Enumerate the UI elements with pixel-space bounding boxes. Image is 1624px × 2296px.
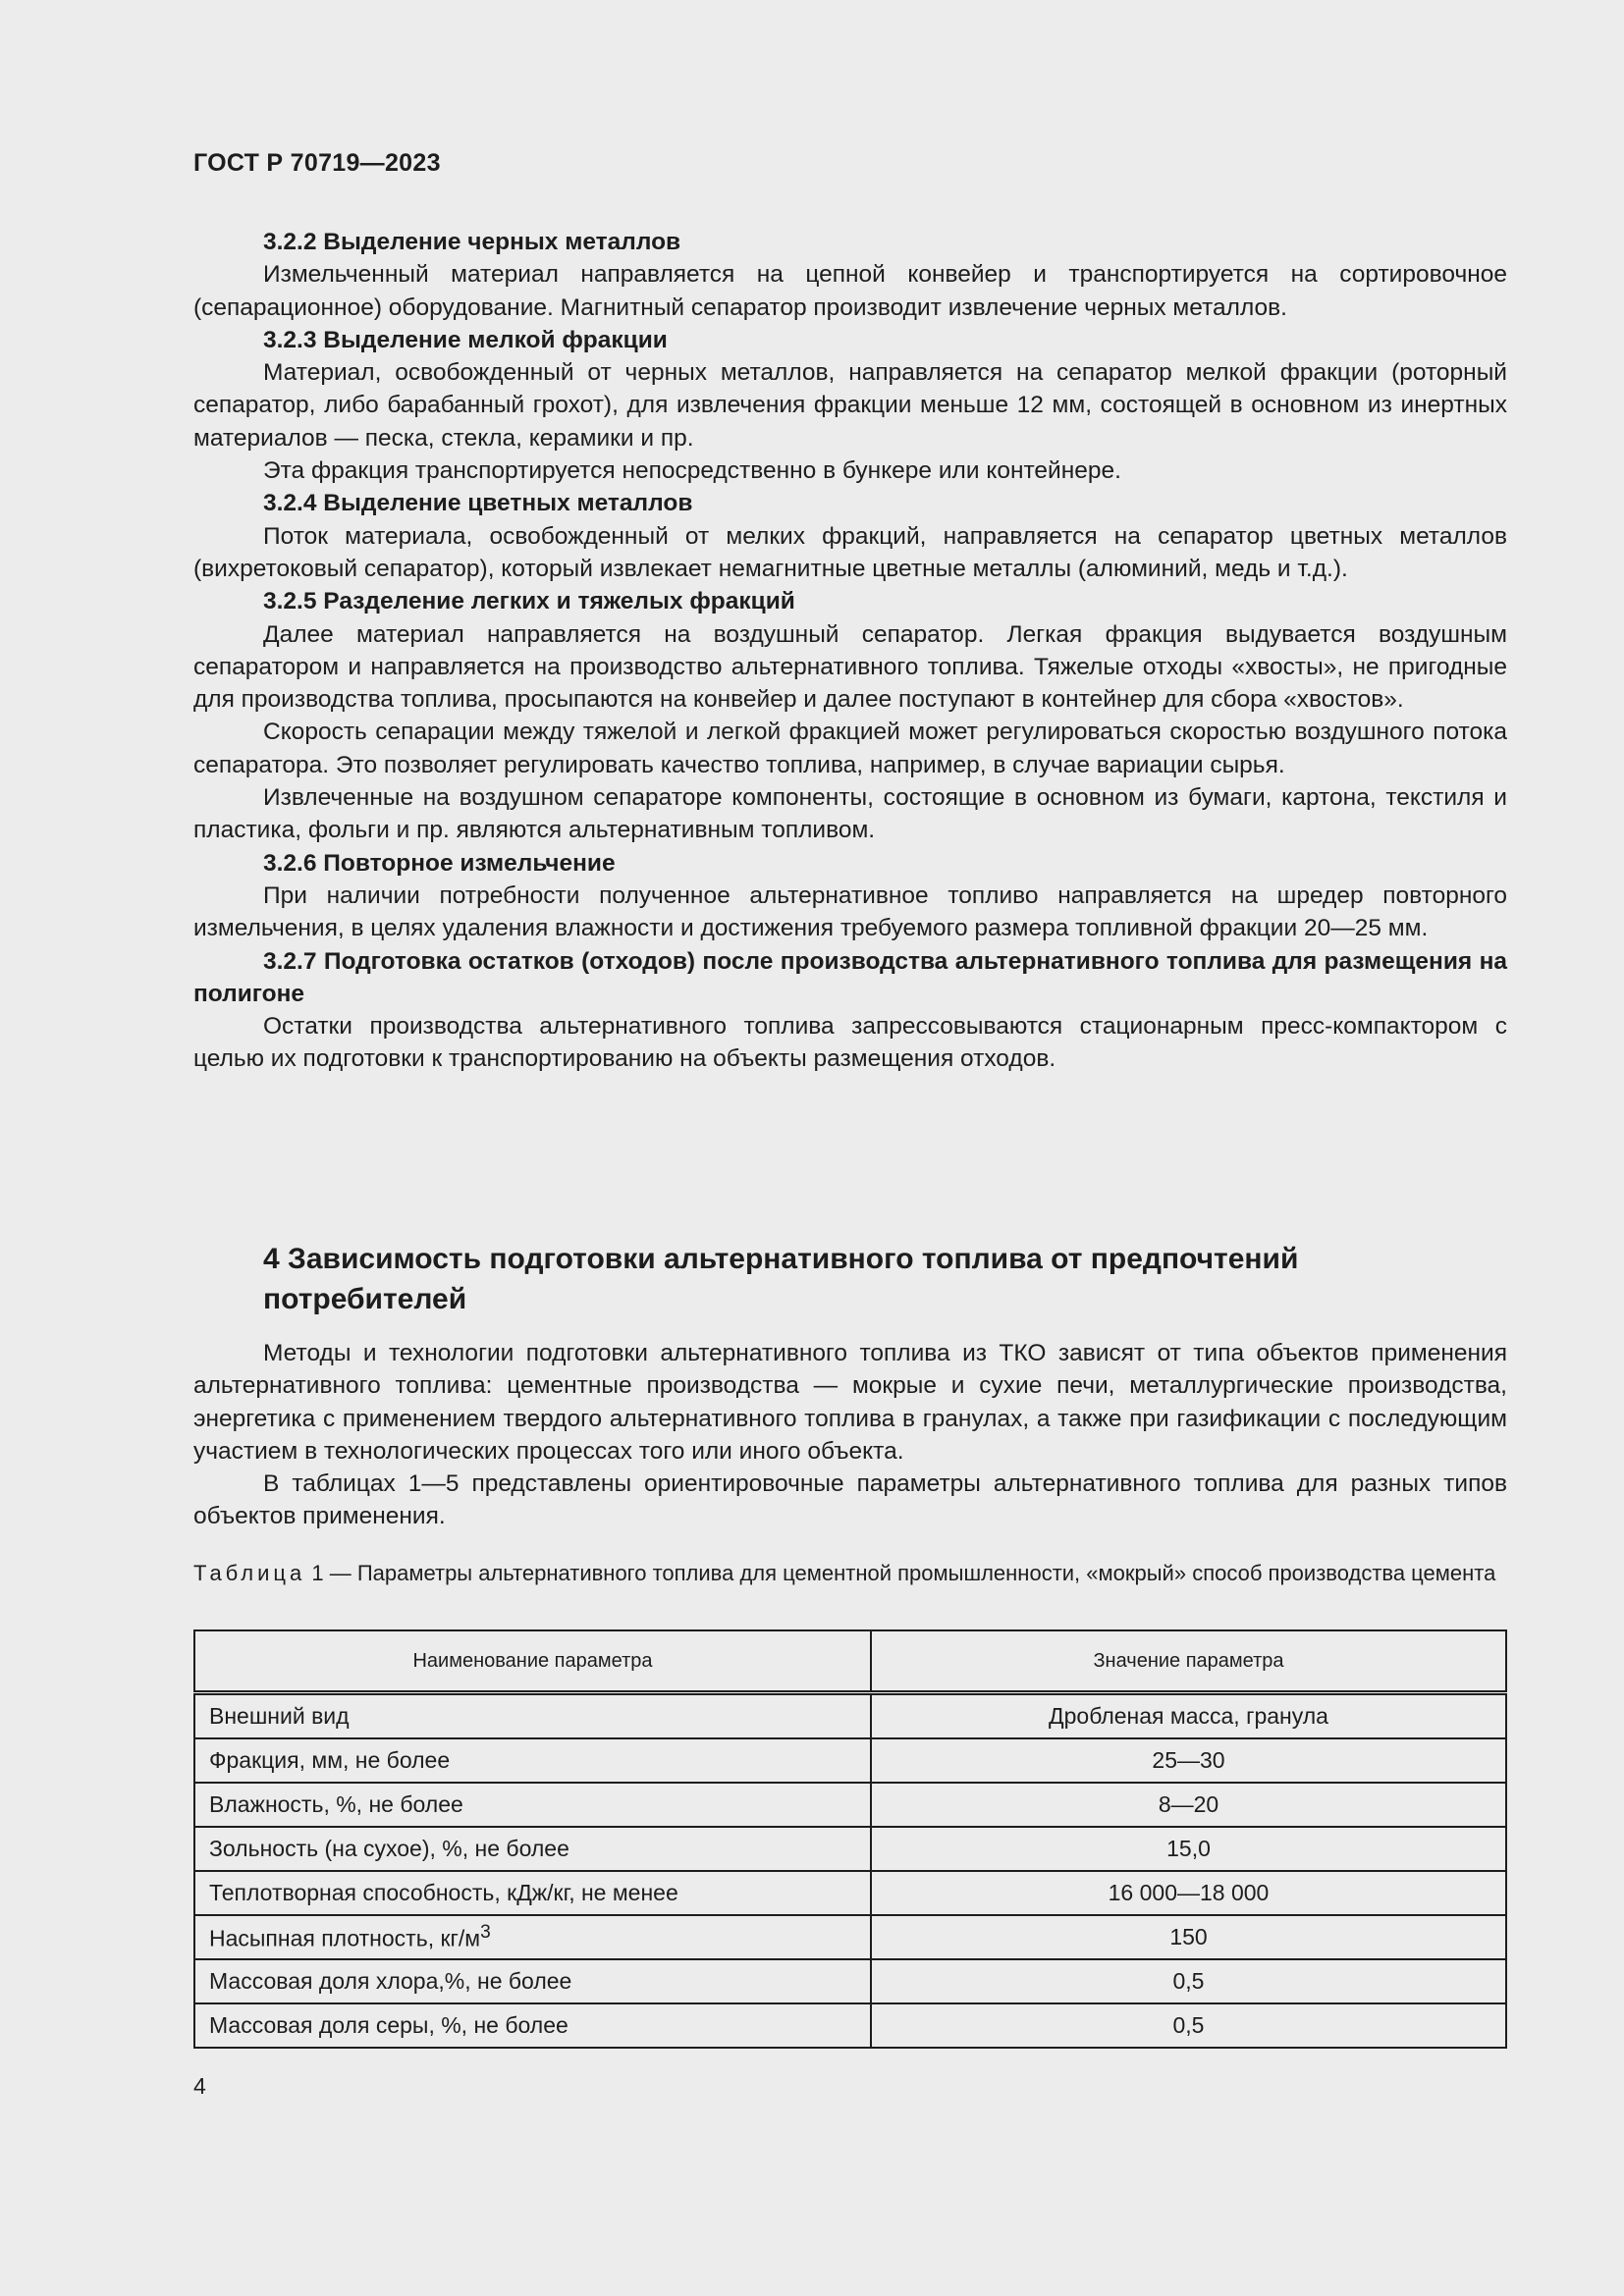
table-caption-label: Таблица bbox=[193, 1561, 306, 1585]
subsection-3-2-3-title: 3.2.3 Выделение мелкой фракции bbox=[263, 326, 668, 353]
paragraph: Измельченный материал направляется на цепной конвейер и транспортируется на сортировочное (сепарационное) оборудование. Магнитный сепаратор производит извлечение черных металлов. bbox=[193, 261, 1507, 321]
table-1-caption bbox=[193, 1559, 1507, 1587]
parameter-value-cell: 150 bbox=[871, 1915, 1506, 1959]
parameter-value-cell: 15,0 bbox=[871, 1827, 1506, 1871]
parameter-value-cell: 0,5 bbox=[871, 2003, 1506, 2048]
parameter-name-cell bbox=[194, 1915, 871, 1959]
parameter-name-cell: Влажность, %, не более bbox=[194, 1783, 871, 1827]
subsection-3-2-7-title: 3.2.7 Подготовка остатков (отходов) после производства альтернативного топлива для размещения на полигоне bbox=[193, 947, 1507, 1007]
subsection-3-2-4-title: 3.2.4 Выделение цветных металлов bbox=[263, 490, 693, 517]
paragraph: В таблицах 1—5 представлены ориентировочные параметры альтернативного топлива для разных типов объектов применения. bbox=[193, 1470, 1507, 1530]
paragraph: Далее материал направляется на воздушный сепаратор. Легкая фракция выдувается воздушным сепаратором и направляется на производство альтернативного топлива. Тяжелые отходы «хвосты», не пригодные для производства топлива, просыпаются на конвейер и далее поступают в контейнер для сбора «хвостов». bbox=[193, 620, 1507, 714]
paragraph: Скорость сепарации между тяжелой и легкой фракцией может регулироваться скоростью воздушного потока сепаратора. Это позволяет регулировать качество топлива, например, в случае вариации сырья. bbox=[193, 719, 1507, 778]
paragraph: При наличии потребности полученное альтернативное топливо направляется на шредер повторного измельчения, в целях удаления влажности и достижения требуемого размера топливной фракции 20—25 мм. bbox=[193, 881, 1507, 942]
paragraph: Материал, освобожденный от черных металлов, направляется на сепаратор мелкой фракции (роторный сепаратор, либо барабанный грохот), для извлечения фракции меньше 12 мм, состоящей в основном из инертных материалов — песка, стекла, керамики и пр. bbox=[193, 359, 1507, 452]
section-4-body bbox=[193, 1337, 1507, 1533]
subsection-3-2-5-title: 3.2.5 Разделение легких и тяжелых фракций bbox=[263, 588, 795, 615]
parameter-value-cell: 25—30 bbox=[871, 1738, 1506, 1783]
paragraph: Поток материала, освобожденный от мелких фракций, направляется на сепаратор цветных металлов (вихретоковый сепаратор), который извлекает немагнитные цветные металлы (алюминий, медь и т.д.). bbox=[193, 522, 1507, 582]
parameter-name-cell: Теплотворная способность, кДж/кг, не менее bbox=[194, 1871, 871, 1915]
table-row bbox=[194, 1738, 1506, 1783]
parameter-value-cell: 0,5 bbox=[871, 1959, 1506, 2003]
table-row bbox=[194, 1783, 1506, 1827]
parameter-value-cell: Дробленая масса, гранула bbox=[871, 1693, 1506, 1739]
table-row bbox=[194, 1915, 1506, 1959]
paragraph: Извлеченные на воздушном сепараторе компоненты, состоящие в основном из бумаги, картона, текстиля и пластика, фольги и пр. являются альтернативным топливом. bbox=[193, 784, 1507, 844]
parameter-name-cell: Фракция, мм, не более bbox=[194, 1738, 871, 1783]
parameter-name-cell: Внешний вид bbox=[194, 1693, 871, 1739]
parameter-name-cell: Массовая доля хлора,%, не более bbox=[194, 1959, 871, 2003]
unit-superscript: 3 bbox=[480, 1922, 491, 1944]
document-id-header: ГОСТ Р 70719—2023 bbox=[193, 149, 441, 177]
table-header-row bbox=[194, 1630, 1506, 1693]
parameter-name-cell: Зольность (на сухое), %, не более bbox=[194, 1827, 871, 1871]
parameter-value-cell: 16 000—18 000 bbox=[871, 1871, 1506, 1915]
paragraph: Методы и технологии подготовки альтернативного топлива из ТКО зависят от типа объектов применения альтернативного топлива: цементные производства — мокрые и сухие печи, металлургические производства, энергетика с применением твердого альтернативного топлива в гранулах, а также при газификации с последующим участием в технологических процессах того или иного объекта. bbox=[193, 1340, 1507, 1465]
table-row bbox=[194, 1871, 1506, 1915]
table-row bbox=[194, 1959, 1506, 2003]
parameter-value-cell: 8—20 bbox=[871, 1783, 1506, 1827]
subsection-3-2-2-title: 3.2.2 Выделение черных металлов bbox=[263, 229, 681, 255]
subsection-3-2-6-title: 3.2.6 Повторное измельчение bbox=[263, 849, 616, 877]
parameter-name-text: Насыпная плотность, кг/м bbox=[209, 1925, 481, 1951]
column-header-parameter-value: Значение параметра bbox=[871, 1630, 1506, 1693]
table-row bbox=[194, 1693, 1506, 1739]
section-4-heading: 4 Зависимость подготовки альтернативного топлива от предпочтений потребителей bbox=[263, 1243, 1299, 1315]
table-row bbox=[194, 1827, 1506, 1871]
column-header-parameter-name: Наименование параметра bbox=[194, 1630, 871, 1693]
paragraph: Остатки производства альтернативного топлива запрессовываются стационарным пресс-компактором с целью их подготовки к транспортированию на объекты размещения отходов. bbox=[193, 1013, 1507, 1073]
paragraph: Эта фракция транспортируется непосредственно в бункере или контейнере. bbox=[263, 457, 1121, 485]
parameter-name-cell: Массовая доля серы, %, не более bbox=[194, 2003, 871, 2048]
section-3-body bbox=[193, 226, 1507, 1076]
table-caption-text: 1 — Параметры альтернативного топлива для цементной промышленности, «мокрый» способ производства цемента bbox=[305, 1561, 1496, 1585]
parameters-table bbox=[193, 1629, 1507, 2049]
table-row bbox=[194, 2003, 1506, 2048]
page-number: 4 bbox=[193, 2073, 206, 2099]
